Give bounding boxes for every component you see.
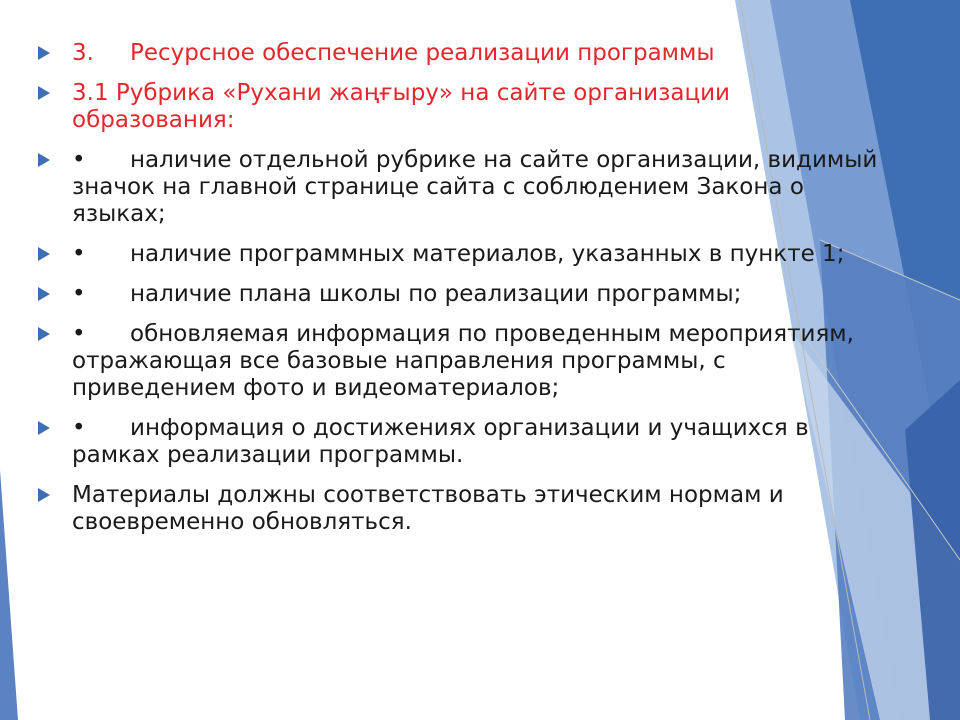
list-item: [36, 281, 894, 308]
item-text: • обновляемая информация по проведенным мероприятиям, отражающая все базовые направления программы, с приведением фото и видеоматериалов;: [72, 321, 854, 401]
list-item: [36, 40, 894, 67]
item-text: • наличие плана школы по реализации программы;: [72, 281, 742, 307]
triangle-bullet-icon: [38, 86, 50, 100]
item-text: • информация о достижениях организации и учащихся в рамках реализации программы.: [72, 415, 809, 468]
list-item: [36, 241, 894, 268]
list-item: [36, 415, 894, 469]
triangle-bullet-icon: [38, 247, 50, 261]
item-text: 3. Ресурсное обеспечение реализации программы: [72, 40, 715, 66]
triangle-bullet-icon: [38, 153, 50, 167]
triangle-bullet-icon: [38, 488, 50, 502]
list-item: [36, 321, 894, 402]
left-accent-strip: [0, 470, 18, 720]
triangle-bullet-icon: [38, 46, 50, 60]
list-item: [36, 80, 894, 134]
item-text: Материалы должны соответствовать этическим нормам и своевременно обновляться.: [72, 482, 784, 535]
item-text: • наличие программных материалов, указанных в пункте 1;: [72, 241, 845, 267]
triangle-bullet-icon: [38, 287, 50, 301]
triangle-bullet-icon: [38, 327, 50, 341]
list-item: [36, 147, 894, 228]
item-text: 3.1 Рубрика «Рухани жаңғыру» на сайте организации образования:: [72, 80, 730, 133]
triangle-bullet-icon: [38, 421, 50, 435]
list-item: [36, 482, 894, 536]
bullet-list: [36, 40, 894, 549]
item-text: • наличие отдельной рубрике на сайте организации, видимый значок на главной странице сайта с соблюдением Закона о языках;: [72, 147, 878, 227]
